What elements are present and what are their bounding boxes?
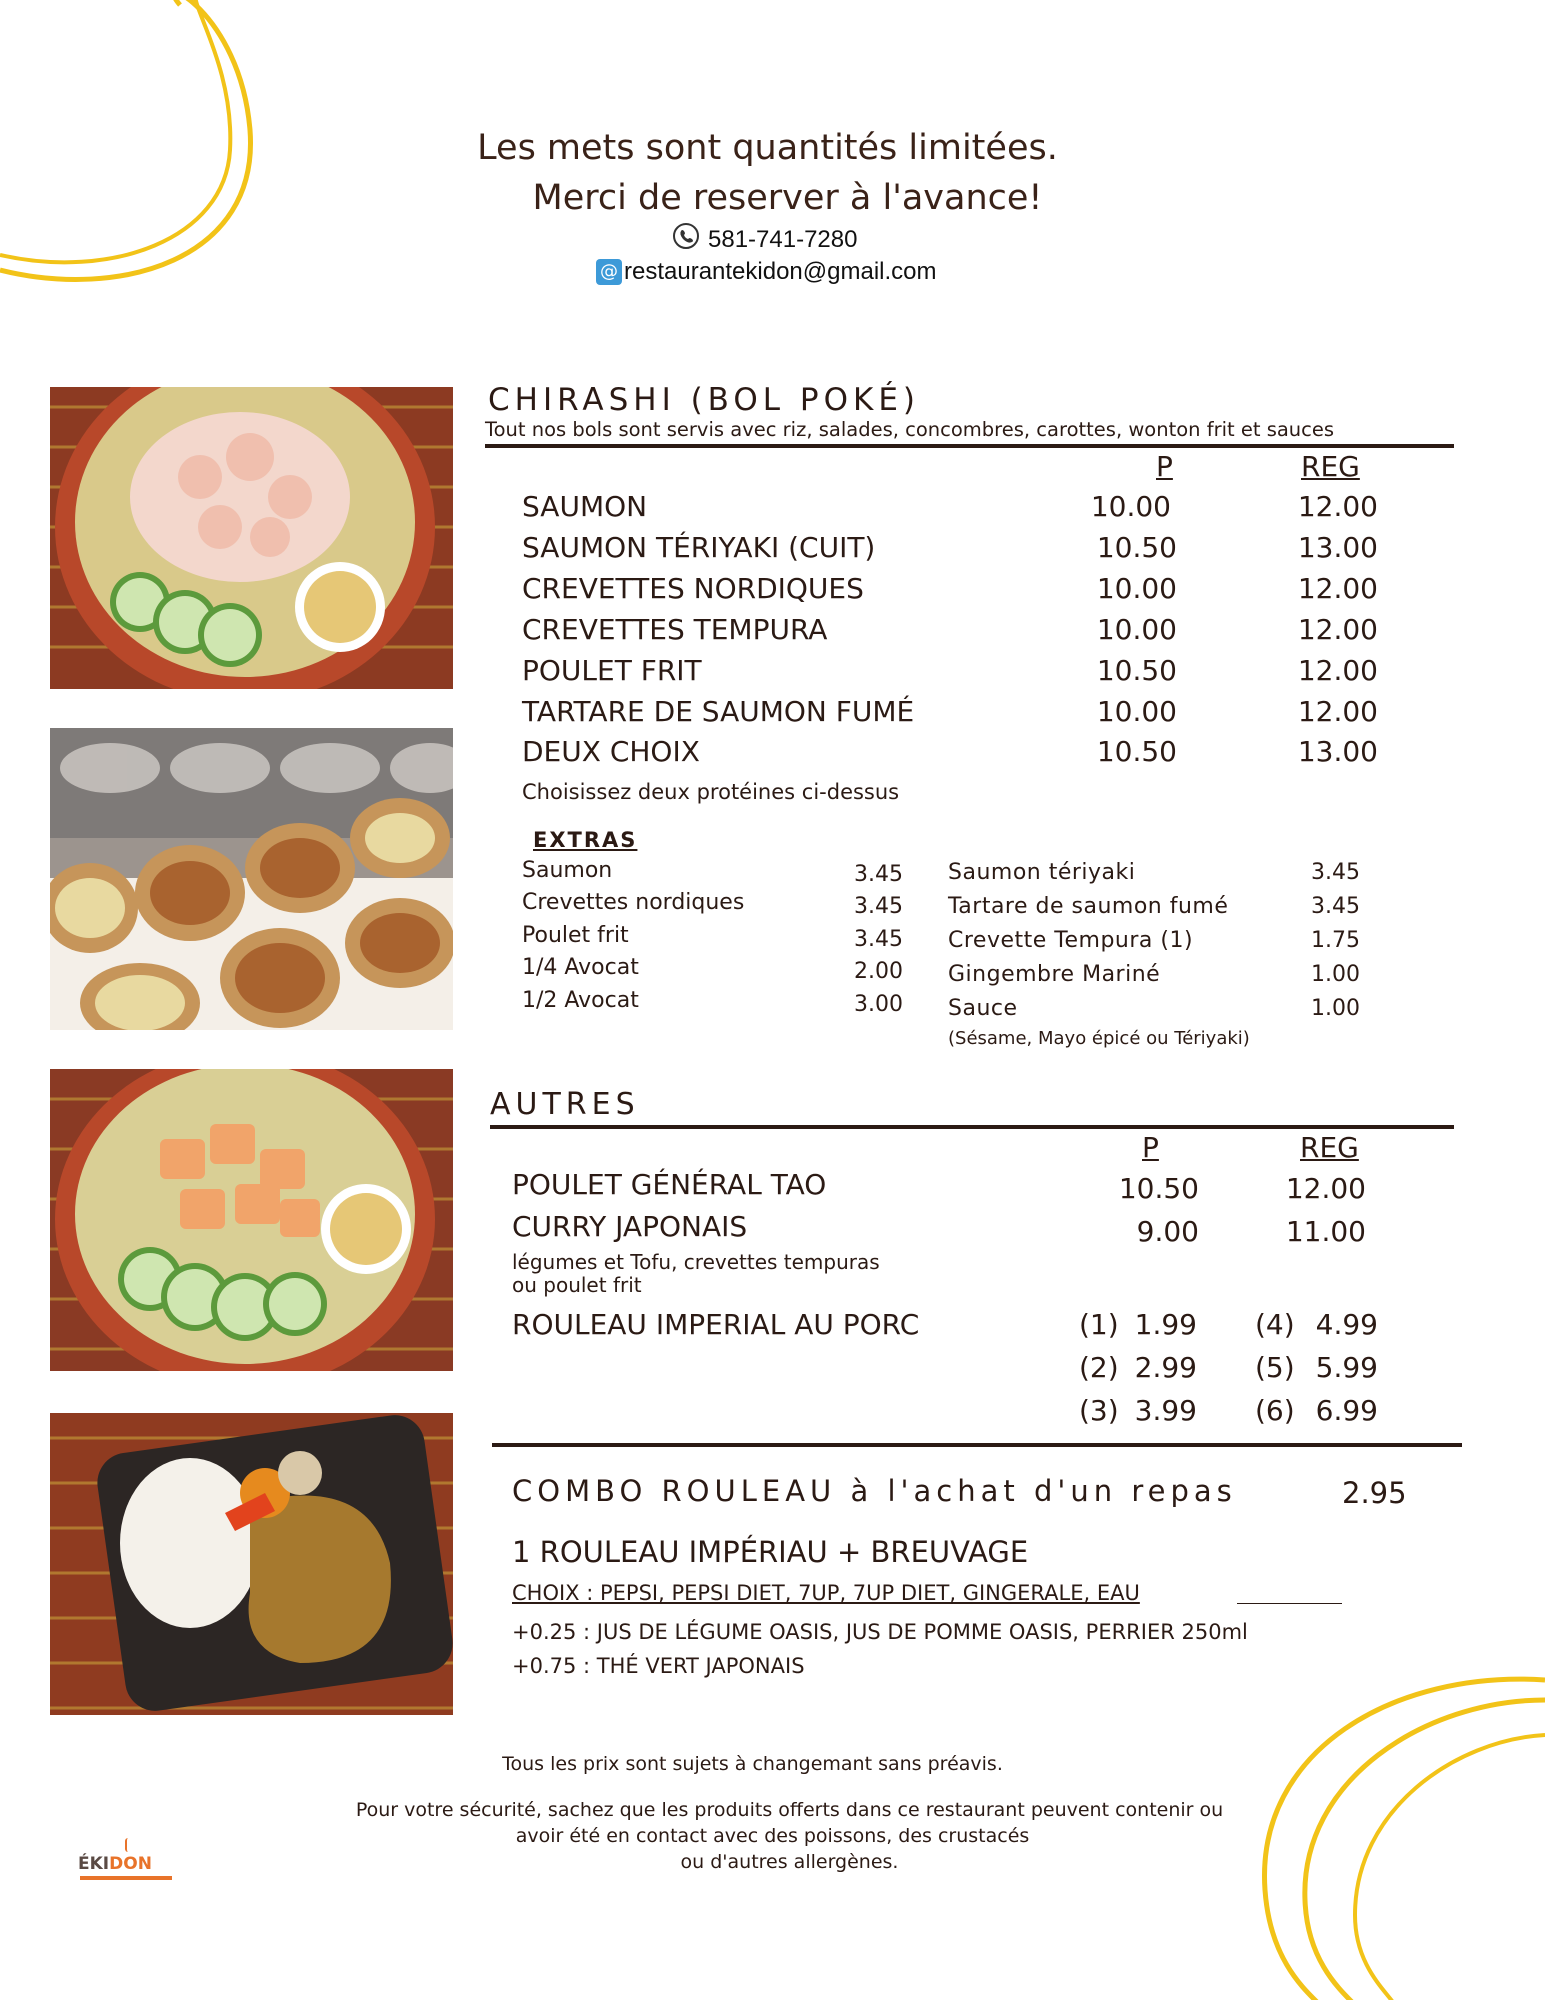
rouleau-price: 5.99: [1315, 1351, 1378, 1384]
combo-extra2: +0.75 : THÉ VERT JAPONAIS: [512, 1654, 805, 1678]
logo-text-don: DON: [109, 1854, 152, 1874]
extra-right-name: Saumon tériyaki: [948, 860, 1136, 885]
notice-reserve: Merci de reserver à l'avance!: [532, 178, 1043, 218]
rouleau-price: 1.99: [1134, 1308, 1197, 1341]
autres-item-reg-0: 12.00: [1285, 1172, 1366, 1205]
chirashi-item-price-reg: 12.00: [1297, 695, 1378, 728]
extra-left-name: 1/4 Avocat: [522, 955, 639, 980]
chirashi-item-price-p: 10.00: [1096, 695, 1177, 728]
chirashi-item-price-p: 10.50: [1096, 531, 1177, 564]
extra-right-price: 3.45: [1311, 894, 1360, 919]
rouleau-qty: (6): [1255, 1394, 1295, 1427]
extra-right-price: 1.00: [1311, 996, 1360, 1021]
extra-left-name: Saumon: [522, 858, 613, 883]
chirashi-item-price-p: 10.00: [1096, 572, 1177, 605]
rouleau-name: ROULEAU IMPERIAL AU PORC: [512, 1308, 920, 1341]
footer-allergen-3: ou d'autres allergènes.: [680, 1851, 899, 1873]
extra-right-price: 1.00: [1311, 962, 1360, 987]
extra-right-name: Gingembre Mariné: [948, 962, 1161, 987]
chirashi-item-price-reg: 12.00: [1297, 654, 1378, 687]
rouleau-price: 6.99: [1315, 1394, 1378, 1427]
photo-takeout-bowls: [50, 728, 453, 1030]
combo-title: COMBO ROULEAU à l'achat d'un repas: [512, 1474, 1237, 1508]
rouleau-price: 2.99: [1134, 1351, 1197, 1384]
notice-limited: Les mets sont quantités limitées.: [477, 128, 1058, 168]
photo-shrimp-poke-bowl: [50, 387, 453, 689]
extra-left-price: 2.00: [854, 959, 903, 984]
rouleau-price: 4.99: [1315, 1308, 1378, 1341]
chirashi-item-name: SAUMON TÉRIYAKI (CUIT): [522, 531, 876, 564]
combo-divider: [492, 1443, 1462, 1447]
extra-left-price: 3.00: [854, 992, 903, 1017]
autres-col-reg: REG: [1300, 1131, 1359, 1164]
logo-underline: [80, 1876, 172, 1880]
extra-right-price: 3.45: [1311, 860, 1360, 885]
chirashi-item-price-reg: 12.00: [1297, 490, 1378, 523]
rouleau-qty: (4): [1255, 1308, 1295, 1341]
email-address: restaurantekidon@gmail.com: [624, 258, 937, 285]
chirashi-item-name: DEUX CHOIX: [522, 735, 700, 768]
chirashi-item-price-reg: 13.00: [1297, 531, 1378, 564]
autres-title: AUTRES: [490, 1087, 640, 1122]
footer-prices-notice: Tous les prix sont sujets à changemant sans préavis.: [502, 1753, 1003, 1775]
autres-item-p-1: 9.00: [1136, 1215, 1199, 1248]
photo-salmon-poke-bowl: [50, 1069, 453, 1371]
logo-steam-icon: [125, 1838, 131, 1852]
chirashi-item-name: CREVETTES TEMPURA: [522, 613, 828, 646]
chirashi-item-price-reg: 12.00: [1297, 572, 1378, 605]
chirashi-divider: [485, 444, 1454, 448]
chirashi-item-name: TARTARE DE SAUMON FUMÉ: [522, 695, 915, 728]
photo-curry-bento: [50, 1413, 453, 1715]
chirashi-item-price-reg: 13.00: [1297, 735, 1378, 768]
chirashi-col-p: P: [1156, 450, 1173, 483]
autres-item-name-1: CURRY JAPONAIS: [512, 1210, 748, 1243]
chirashi-item-price-reg: 12.00: [1297, 613, 1378, 646]
phone-number: 581-741-7280: [708, 225, 858, 253]
extra-left-price: 3.45: [854, 894, 903, 919]
combo-extra1: +0.25 : JUS DE LÉGUME OASIS, JUS DE POMME OASIS, PERRIER 250ml: [512, 1620, 1248, 1644]
rouleau-qty: (1): [1079, 1308, 1119, 1341]
chirashi-title: CHIRASHI (BOL POKÉ): [488, 382, 921, 418]
chirashi-item-price-p: 10.50: [1096, 735, 1177, 768]
footer-allergen-2: avoir été en contact avec des poissons, des crustacés: [515, 1825, 1030, 1847]
logo-text-eki: ÉKI: [78, 1854, 110, 1874]
chirashi-col-reg: REG: [1301, 450, 1360, 483]
chirashi-item-name: SAUMON: [522, 490, 648, 523]
extra-right-name: Sauce: [948, 996, 1018, 1021]
chirashi-item-price-p: 10.00: [1090, 490, 1171, 523]
whatsapp-icon: [672, 222, 700, 257]
autres-item-reg-1: 11.00: [1285, 1215, 1366, 1248]
extra-left-name: 1/2 Avocat: [522, 988, 639, 1013]
chirashi-item-price-p: 10.50: [1096, 654, 1177, 687]
extras-title: EXTRAS: [533, 828, 638, 852]
combo-line1: 1 ROULEAU IMPÉRIAU + BREUVAGE: [512, 1535, 1029, 1569]
chirashi-note: Choisissez deux protéines ci-dessus: [522, 780, 900, 804]
chirashi-subtitle: Tout nos bols sont servis avec riz, salades, concombres, carottes, wonton frit et sauces: [485, 418, 1335, 441]
chirashi-item-name: POULET FRIT: [522, 654, 702, 687]
extra-left-name: Crevettes nordiques: [522, 890, 745, 915]
extra-left-name: Poulet frit: [522, 923, 629, 948]
combo-choix: CHOIX : PEPSI, PEPSI DIET, 7UP, 7UP DIET, GINGERALE, EAU: [512, 1581, 1140, 1605]
autres-item-name-0: POULET GÉNÉRAL TAO: [512, 1168, 827, 1201]
rouleau-qty: (2): [1079, 1351, 1119, 1384]
ekidon-logo: [78, 1840, 178, 1890]
rouleau-qty: (5): [1255, 1351, 1295, 1384]
phone-contact[interactable]: [672, 222, 857, 257]
extra-right-name: Tartare de saumon fumé: [948, 894, 1229, 919]
autres-item-p-0: 10.50: [1118, 1172, 1199, 1205]
combo-price: 2.95: [1342, 1476, 1407, 1510]
email-contact[interactable]: [596, 258, 937, 286]
curry-note-1: légumes et Tofu, crevettes tempuras: [512, 1250, 880, 1274]
sauce-note: (Sésame, Mayo épicé ou Tériyaki): [948, 1028, 1250, 1049]
email-icon: @: [596, 259, 622, 285]
chirashi-item-price-p: 10.00: [1096, 613, 1177, 646]
extra-left-price: 3.45: [854, 927, 903, 952]
extra-right-price: 1.75: [1311, 928, 1360, 953]
combo-choix-underline-extend: [1237, 1603, 1342, 1604]
footer-allergen-1: Pour votre sécurité, sachez que les produits offerts dans ce restaurant peuvent contenir ou: [355, 1799, 1224, 1821]
autres-col-p: P: [1142, 1131, 1159, 1164]
chirashi-item-name: CREVETTES NORDIQUES: [522, 572, 864, 605]
curry-note-2: ou poulet frit: [512, 1273, 642, 1297]
rouleau-price: 3.99: [1134, 1394, 1197, 1427]
extra-left-price: 3.45: [854, 862, 903, 887]
extra-right-name: Crevette Tempura (1): [948, 928, 1194, 953]
autres-divider: [490, 1125, 1454, 1129]
rouleau-qty: (3): [1079, 1394, 1119, 1427]
